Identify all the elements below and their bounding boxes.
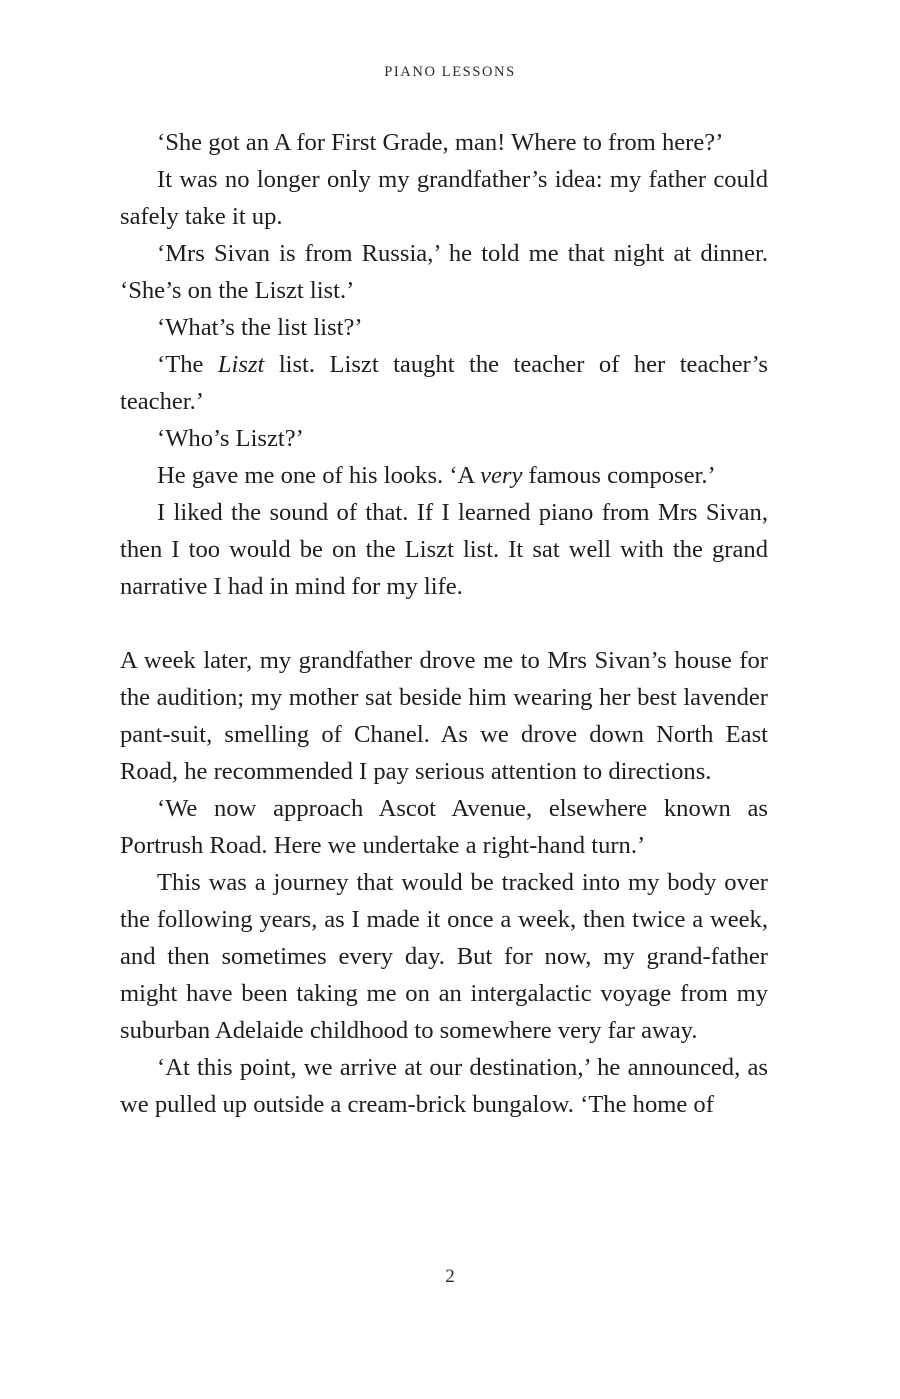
paragraph: ‘We now approach Ascot Avenue, elsewhere known as Portrush Road. Here we undertake a right-hand turn.’ xyxy=(120,795,768,859)
text-run: ‘The xyxy=(157,351,218,378)
paragraph: I liked the sound of that. If I learned piano from Mrs Sivan, then I too would be on the Liszt list. It sat well with the grand narrative I had in mind for my life. xyxy=(120,499,768,600)
paragraph: ‘Mrs Sivan is from Russia,’ he told me that night at dinner. ‘She’s on the Liszt list.’ xyxy=(120,240,768,304)
text-run: He gave me one of his looks. ‘A xyxy=(157,462,481,489)
running-head: PIANO LESSONS xyxy=(384,64,516,80)
italic-text: very xyxy=(480,462,523,489)
paragraph-with-italic xyxy=(120,457,768,494)
text-run: famous composer.’ xyxy=(522,462,716,489)
paragraph: ‘At this point, we arrive at our destination,’ he announced, as we pulled up outside a cream-brick bungalow. ‘The home of xyxy=(120,1054,768,1118)
paragraph: ‘She got an A for First Grade, man! Where to from here?’ xyxy=(157,129,724,156)
paragraph: It was no longer only my grandfather’s idea: my father could safely take it up. xyxy=(120,166,768,230)
paragraph: This was a journey that would be tracked into my body over the following years, as I made it once a week, then twice a week, and then sometimes every day. But for now, my grand-father might have been taking me on an intergalactic voyage from my suburban Adelaide childhood to somewhere very far away. xyxy=(120,869,768,1044)
paragraph: ‘What’s the list list?’ xyxy=(157,314,363,341)
page-number: 2 xyxy=(445,1266,455,1287)
italic-text: Liszt xyxy=(217,351,265,378)
text-run: list. Liszt taught the teacher of her teacher’s teacher.’ xyxy=(120,351,768,415)
body-text xyxy=(120,124,768,1123)
paragraph: ‘Who’s Liszt?’ xyxy=(157,425,304,452)
section-opening-paragraph: A week later, my grandfather drove me to Mrs Sivan’s house for the audition; my mother sat beside him wearing her best lavender pant-suit, smelling of Chanel. As we drove down North East Road, he recommended I pay serious attention to directions. xyxy=(120,647,768,785)
paragraph-with-italic xyxy=(120,346,768,420)
